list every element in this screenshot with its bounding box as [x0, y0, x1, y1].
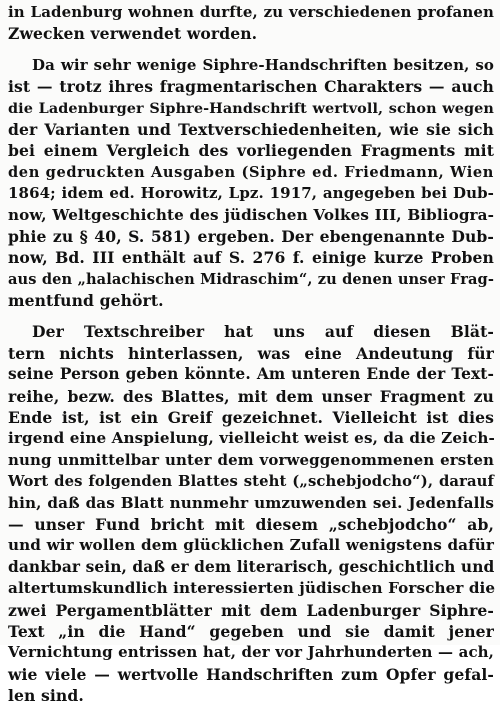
- text-line: bei einem Vergleich des vorliegenden Fragments mit: [8, 141, 494, 161]
- paragraph-gap: [8, 311, 494, 321]
- text-line: dankbar sein, daß er dem literarisch, geschichtlich und: [8, 557, 495, 576]
- paragraph-1: [8, 2, 494, 45]
- text-line: den gedruckten Ausgaben (Siphre ed. Friedmann, Wien: [8, 163, 494, 181]
- text-line: ist — trotz ihres fragmentarischen Charakters — auch: [8, 77, 494, 97]
- paragraph-gap: [8, 45, 494, 55]
- text-line: reihe, bezw. des Blattes, mit dem unser Fragment zu: [8, 386, 494, 406]
- text-line: und wir wollen dem glücklichen Zufall wenigstens dafür: [8, 536, 494, 555]
- text-line: seine Person geben könnte. Am unteren Ende der Text-: [8, 365, 494, 384]
- article-body: [8, 2, 494, 707]
- text-line: zwei Pergamentblätter mit dem Ladenburger Siphre-: [8, 600, 494, 620]
- text-line: wie viele — wertvolle Handschriften zum Opfer gefal-: [8, 664, 494, 684]
- text-line: der Varianten und Textverschiedenheiten, wie sie sich: [8, 119, 494, 139]
- paragraph-2: [8, 55, 494, 312]
- text-line: now, Weltgeschichte des jüdischen Volkes III, Bibliogra-: [8, 205, 494, 224]
- text-line: len sind.: [8, 686, 84, 706]
- text-line: aus den „halachischen Midraschim“, zu denen unser Frag-: [8, 270, 494, 288]
- text-line: irgend eine Anspielung, vielleicht weist es, da die Zeich-: [8, 429, 495, 448]
- text-line: Der Textschreiber hat uns auf diesen Blät-: [32, 322, 494, 342]
- text-line: — unser Fund bricht mit diesem „schebjodcho“ ab,: [8, 514, 494, 534]
- paragraph-3: [8, 321, 494, 706]
- text-line: hin, daß das Blatt nunmehr umzuwenden sei. Jedenfalls: [8, 493, 494, 512]
- text-line: tern nichts hinterlassen, was eine Andeutung für: [8, 343, 494, 363]
- text-line: Text „in die Hand“ gegeben und sie damit jener: [8, 621, 494, 641]
- text-line: Zwecken verwendet worden.: [8, 24, 258, 44]
- text-line: now, Bd. III enthält auf S. 276 f. einige kurze Proben: [8, 248, 494, 268]
- text-line: 1864; idem ed. Horowitz, Lpz. 1917, angegeben bei Dub-: [8, 184, 494, 203]
- text-line: mentfund gehört.: [8, 291, 164, 311]
- text-line: phie zu § 40, S. 581) ergeben. Der ebengenannte Dub-: [8, 226, 494, 246]
- text-line: Ende ist, ist ein Greif gezeichnet. Vielleicht ist dies: [8, 408, 494, 428]
- text-line: in Ladenburg wohnen durfte, zu verschiedenen profanen: [8, 3, 494, 21]
- text-line: Da wir sehr wenige Siphre-Handschriften besitzen, so: [32, 55, 494, 74]
- text-line: altertumskundlich interessierten jüdischen Forscher die: [8, 579, 496, 598]
- text-line: Wort des folgenden Blattes steht („schebjodcho“), darauf: [8, 473, 494, 491]
- text-line: Vernichtung entrissen hat, der vor Jahrhunderten — ach,: [8, 643, 494, 662]
- text-line: die Ladenburger Siphre-Handschrift wertvoll, schon wegen: [8, 99, 494, 117]
- text-line: nung unmittelbar unter dem vorweggenommenen ersten: [8, 450, 494, 469]
